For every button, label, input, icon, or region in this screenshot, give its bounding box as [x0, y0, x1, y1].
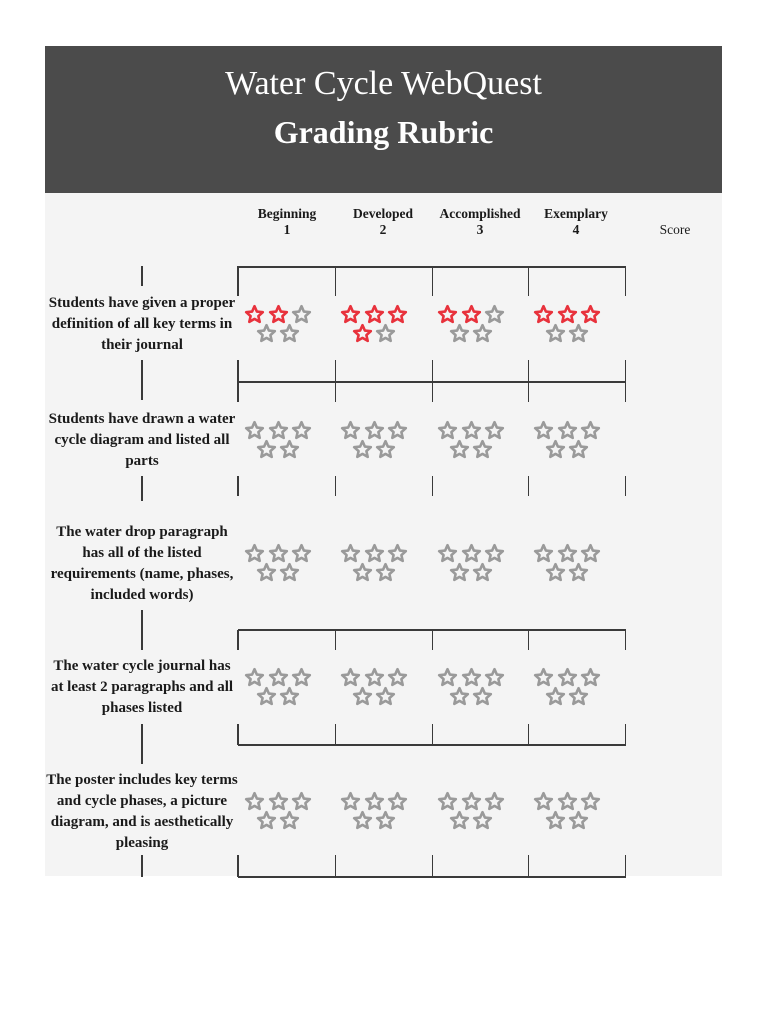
- star-icon: [268, 791, 289, 812]
- star-icon: [279, 810, 300, 831]
- star-icon: [568, 562, 589, 583]
- star-icon: [580, 420, 601, 441]
- grid-line: [625, 266, 626, 296]
- star-rating-cell: [335, 543, 431, 587]
- star-icon: [472, 439, 493, 460]
- star-icon: [244, 543, 265, 564]
- star-rating-cell: [528, 304, 624, 348]
- star-icon: [533, 667, 554, 688]
- column-name: Accomplished: [439, 206, 521, 221]
- column-header-beginning: [239, 206, 335, 238]
- star-rating-cell: [335, 420, 431, 464]
- grid-line: [335, 630, 336, 650]
- star-icon: [461, 667, 482, 688]
- grid-line: [432, 724, 433, 745]
- grid-line: [432, 630, 433, 650]
- criterion-3: The water drop paragraph has all of the listed requirements (name, phases, included words): [50, 524, 234, 603]
- star-icon: [484, 543, 505, 564]
- star-icon: [472, 810, 493, 831]
- grid-line: [528, 724, 529, 745]
- star-icon: [484, 791, 505, 812]
- criteria-divider: [141, 266, 143, 286]
- star-rating-cell: [528, 420, 624, 464]
- grid-line: [335, 360, 336, 382]
- star-icon: [545, 686, 566, 707]
- star-icon: [437, 791, 458, 812]
- star-icon: [256, 323, 277, 344]
- star-icon: [545, 562, 566, 583]
- star-icon: [580, 791, 601, 812]
- star-icon: [387, 304, 408, 325]
- grid-line: [625, 855, 626, 877]
- column-header-accomplished: [432, 206, 528, 238]
- star-icon: [291, 304, 312, 325]
- star-icon: [268, 304, 289, 325]
- grid-line: [432, 382, 433, 402]
- star-icon: [340, 420, 361, 441]
- grid-line: [528, 476, 529, 496]
- star-rating-cell: [432, 667, 528, 711]
- grid-line: [335, 266, 336, 296]
- criterion-2: Students have drawn a water cycle diagram and listed all parts: [48, 411, 236, 469]
- star-icon: [533, 791, 554, 812]
- star-icon: [545, 323, 566, 344]
- grid-line: [335, 855, 336, 877]
- star-icon: [461, 791, 482, 812]
- title-banner: [45, 46, 722, 193]
- star-icon: [268, 543, 289, 564]
- grid-line: [528, 855, 529, 877]
- star-icon: [352, 686, 373, 707]
- star-icon: [352, 323, 373, 344]
- column-points: 1: [283, 222, 291, 237]
- grid-line: [528, 266, 529, 296]
- star-icon: [387, 420, 408, 441]
- star-rating-cell: [335, 667, 431, 711]
- star-icon: [375, 323, 396, 344]
- star-icon: [437, 667, 458, 688]
- star-icon: [375, 686, 396, 707]
- star-icon: [279, 562, 300, 583]
- star-rating-cell: [239, 420, 335, 464]
- criterion-4: The water cycle journal has at least 2 paragraphs and all phases listed: [50, 658, 234, 716]
- star-icon: [472, 686, 493, 707]
- criteria-divider: [141, 360, 143, 400]
- star-icon: [279, 439, 300, 460]
- grid-line: [237, 360, 239, 382]
- grid-line: [528, 382, 529, 402]
- star-icon: [279, 686, 300, 707]
- star-icon: [484, 420, 505, 441]
- star-icon: [545, 439, 566, 460]
- star-icon: [268, 667, 289, 688]
- grid-line: [625, 476, 626, 496]
- star-icon: [472, 323, 493, 344]
- star-icon: [364, 543, 385, 564]
- column-name: Developed: [353, 206, 413, 221]
- star-icon: [437, 420, 458, 441]
- star-icon: [375, 562, 396, 583]
- star-icon: [244, 667, 265, 688]
- star-icon: [340, 543, 361, 564]
- star-icon: [256, 439, 277, 460]
- grid-line: [237, 855, 239, 877]
- criterion-1: Students have given a proper definition of all key terms in their journal: [48, 295, 236, 353]
- column-points: 3: [476, 222, 484, 237]
- star-icon: [568, 810, 589, 831]
- column-name: Exemplary: [544, 206, 608, 221]
- star-icon: [449, 686, 470, 707]
- star-icon: [557, 667, 578, 688]
- grid-line: [528, 360, 529, 382]
- star-rating-cell: [432, 791, 528, 835]
- star-icon: [256, 562, 277, 583]
- star-icon: [244, 420, 265, 441]
- star-icon: [449, 439, 470, 460]
- star-icon: [461, 304, 482, 325]
- star-icon: [375, 810, 396, 831]
- star-icon: [364, 304, 385, 325]
- star-icon: [449, 810, 470, 831]
- star-icon: [461, 420, 482, 441]
- grid-line: [237, 630, 239, 650]
- grid-line: [335, 476, 336, 496]
- star-icon: [340, 667, 361, 688]
- star-icon: [557, 791, 578, 812]
- grid-line: [237, 724, 239, 745]
- star-icon: [291, 667, 312, 688]
- grid-line: [237, 476, 239, 496]
- star-icon: [279, 323, 300, 344]
- star-icon: [533, 420, 554, 441]
- criteria-divider: [141, 724, 143, 764]
- star-icon: [364, 791, 385, 812]
- criteria-divider: [141, 855, 143, 877]
- star-icon: [352, 562, 373, 583]
- page-subtitle: Grading Rubric: [273, 114, 494, 150]
- grid-line: [625, 382, 626, 402]
- column-name: Beginning: [257, 206, 317, 221]
- star-rating-cell: [432, 420, 528, 464]
- star-rating-cell: [528, 791, 624, 835]
- grid-line: [528, 630, 529, 650]
- star-icon: [291, 791, 312, 812]
- star-icon: [437, 304, 458, 325]
- star-icon: [364, 420, 385, 441]
- star-icon: [375, 439, 396, 460]
- column-header-developed: [335, 206, 431, 238]
- grid-line: [237, 266, 239, 296]
- star-icon: [268, 420, 289, 441]
- column-points: 4: [572, 222, 580, 237]
- star-icon: [568, 686, 589, 707]
- star-icon: [352, 439, 373, 460]
- star-icon: [340, 304, 361, 325]
- criteria-divider: [141, 610, 143, 650]
- star-icon: [557, 420, 578, 441]
- star-icon: [545, 810, 566, 831]
- star-icon: [557, 543, 578, 564]
- grid-line: [335, 382, 336, 402]
- star-icon: [291, 420, 312, 441]
- star-icon: [256, 686, 277, 707]
- column-header-exemplary: [528, 206, 624, 238]
- grid-line: [335, 724, 336, 745]
- grid-line: [432, 360, 433, 382]
- grid-line: [625, 360, 626, 382]
- star-icon: [484, 304, 505, 325]
- star-rating-cell: [239, 791, 335, 835]
- criteria-divider: [141, 476, 143, 501]
- star-icon: [291, 543, 312, 564]
- criterion-5: The poster includes key terms and cycle phases, a picture diagram, and is aesthetically pleasing: [46, 772, 238, 851]
- star-rating-cell: [239, 304, 335, 348]
- star-icon: [580, 667, 601, 688]
- star-icon: [387, 667, 408, 688]
- star-icon: [364, 667, 385, 688]
- page-title: Water Cycle WebQuest: [225, 65, 542, 102]
- star-icon: [557, 304, 578, 325]
- star-rating-cell: [432, 304, 528, 348]
- star-rating-cell: [239, 667, 335, 711]
- star-icon: [533, 304, 554, 325]
- star-icon: [533, 543, 554, 564]
- star-rating-cell: [432, 543, 528, 587]
- star-icon: [472, 562, 493, 583]
- star-rating-cell: [528, 543, 624, 587]
- column-points: 2: [379, 222, 387, 237]
- grid-line: [625, 630, 626, 650]
- star-icon: [580, 304, 601, 325]
- grid-line: [432, 855, 433, 877]
- score-column-header: Score: [659, 222, 691, 237]
- star-icon: [387, 791, 408, 812]
- star-icon: [340, 791, 361, 812]
- grid-line: [625, 724, 626, 745]
- star-icon: [484, 667, 505, 688]
- star-icon: [461, 543, 482, 564]
- star-icon: [580, 543, 601, 564]
- star-rating-cell: [335, 304, 431, 348]
- star-icon: [256, 810, 277, 831]
- star-icon: [244, 304, 265, 325]
- star-rating-cell: [528, 667, 624, 711]
- star-icon: [568, 323, 589, 344]
- grid-line: [432, 476, 433, 496]
- star-icon: [449, 323, 470, 344]
- star-icon: [352, 810, 373, 831]
- star-icon: [244, 791, 265, 812]
- star-rating-cell: [335, 791, 431, 835]
- star-rating-cell: [239, 543, 335, 587]
- star-icon: [568, 439, 589, 460]
- grid-line: [237, 382, 239, 402]
- grid-line: [432, 266, 433, 296]
- star-icon: [449, 562, 470, 583]
- star-icon: [387, 543, 408, 564]
- star-icon: [437, 543, 458, 564]
